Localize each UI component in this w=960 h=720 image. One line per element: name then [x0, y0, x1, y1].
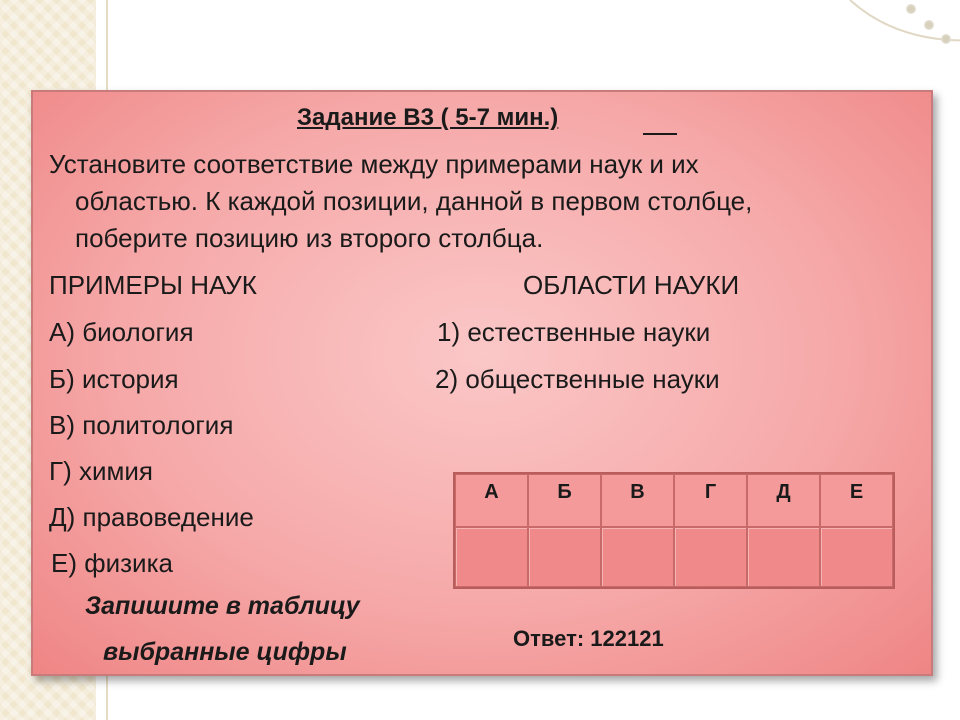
answer-input-cell[interactable] [601, 527, 674, 587]
answer-table-header-cell: Д [747, 474, 820, 527]
answer-text: Ответ: 122121 [513, 626, 664, 651]
example-item: Е) физика [51, 548, 173, 578]
example-item: А) биология [49, 317, 194, 347]
answer-table-header-cell: Б [528, 474, 601, 527]
task-panel [31, 90, 933, 676]
answer-table-header-cell: Г [674, 474, 747, 527]
answer-input-cell[interactable] [455, 527, 528, 587]
example-item: Б) история [49, 364, 179, 394]
instruction-line: поберите позицию из второго столбца. [75, 223, 544, 253]
answer-table [453, 472, 895, 589]
write-prompt-line: выбранные цифры [103, 638, 347, 666]
title-underline [643, 133, 677, 135]
decorative-bullet [924, 20, 934, 30]
area-item: 1) естественные науки [437, 317, 711, 347]
answer-table-header-cell: В [601, 474, 674, 527]
answer-table-input-row [455, 527, 893, 587]
left-column-header: ПРИМЕРЫ НАУК [49, 270, 257, 300]
right-column-header: ОБЛАСТИ НАУКИ [523, 270, 740, 300]
task-title: Задание В3 ( 5-7 мин.) [297, 104, 559, 131]
area-item: 2) общественные науки [435, 364, 720, 394]
example-item: Г) химия [49, 456, 153, 486]
answer-table-header-row [455, 474, 893, 527]
answer-input-cell[interactable] [820, 527, 893, 587]
instruction-line: областью. К каждой позиции, данной в первом столбце, [75, 186, 753, 216]
decorative-bullet [941, 34, 951, 44]
write-prompt-line: Запишите в таблицу [85, 592, 360, 620]
answer-input-cell[interactable] [528, 527, 601, 587]
answer-table-header-cell: Е [820, 474, 893, 527]
instruction-line: Установите соответствие между примерами наук и их [49, 149, 699, 179]
decorative-arc [840, 0, 960, 60]
task-instructions [49, 146, 909, 257]
answer-input-cell[interactable] [747, 527, 820, 587]
decorative-bullet [906, 4, 916, 14]
example-item: В) политология [49, 410, 234, 440]
answer-input-cell[interactable] [674, 527, 747, 587]
answer-table-header-cell: А [455, 474, 528, 527]
example-item: Д) правоведение [49, 502, 254, 532]
